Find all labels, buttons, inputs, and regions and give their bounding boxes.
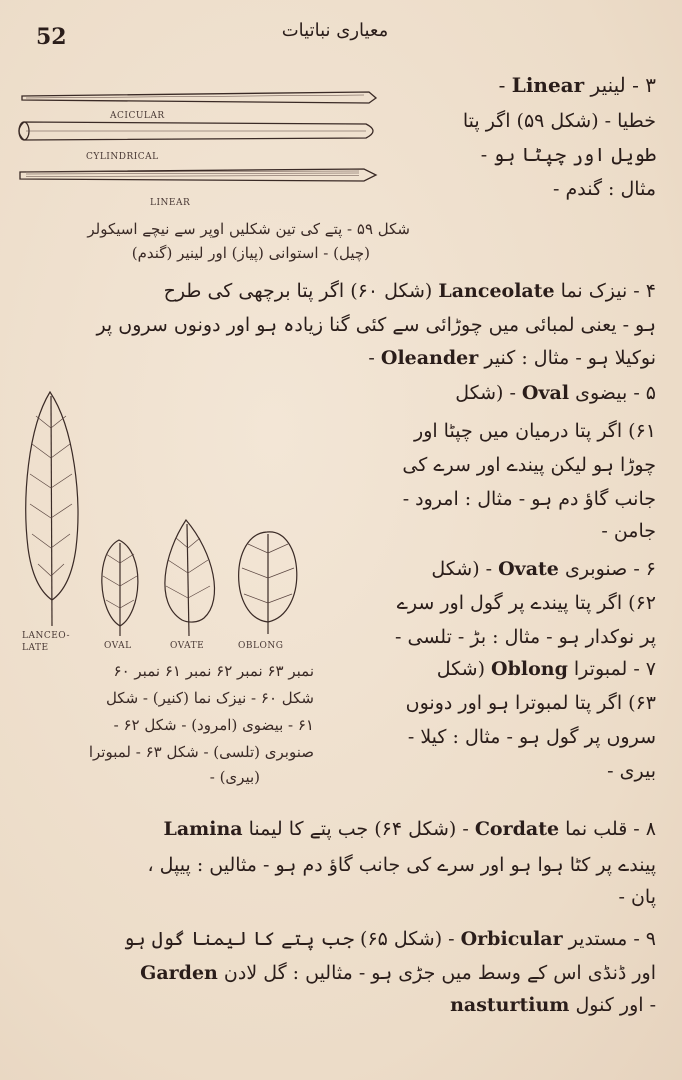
section-8-heading: ۸ - قلب نما Cordate - (شکل ۶۴) جب پتے کا لیمنا Lamina <box>163 818 656 840</box>
section-3-number: ۳ - لینیر <box>590 73 656 97</box>
section-4-line-3: نوکیلا ہو - مثال : کنیر Oleander - <box>368 347 656 369</box>
section-7-line-2: ۶۳) اگر پتا لمبوترا ہو اور دونوں <box>405 692 656 714</box>
section-3-line-3: مثال : گندم - <box>553 178 656 200</box>
section-7-line-4: بیری - <box>607 760 656 782</box>
figure-60-63-leaf-shapes <box>14 388 314 638</box>
section-3-heading: ۳ - لینیر Linear - <box>498 73 656 97</box>
label-oblong: OBLONG <box>238 641 284 651</box>
section-5-heading: ۵ - بیضوی Oval - (شکل <box>455 382 656 404</box>
section-5-line-5: جامن - <box>601 520 656 542</box>
label-oval: OVAL <box>104 641 132 651</box>
term-nasturtium: nasturtium <box>450 994 570 1016</box>
label-linear: LINEAR <box>150 198 191 208</box>
section-7-heading: ۷ - لمبوترا Oblong (شکل <box>436 658 656 680</box>
term-lamina: Lamina <box>163 818 243 840</box>
term-cordate: Cordate <box>474 818 560 840</box>
section-6-line-3: پر نوکدار ہو - مثال : بڑ - تلسی - <box>395 626 656 648</box>
figure-59-caption-2: (چیل) - استوانی (پیاز) اور لینیر (گندم) <box>131 244 370 262</box>
figure-60-63-caption-5: (بیری) - <box>209 768 260 786</box>
section-9-line-3: nasturtium اور کنول - <box>450 994 656 1016</box>
label-acicular: ACICULAR <box>110 111 165 121</box>
term-oval: Oval <box>521 382 570 404</box>
figure-60-63-caption-2: شکل ۶۰ - نیزک نما (کنیر) - شکل <box>105 689 314 707</box>
figure-59-leaf-shapes <box>14 86 384 206</box>
section-6-line-2: ۶۲) اگر پتا پیندے پر گول اور سرے <box>396 592 656 614</box>
figure-59-caption-1: شکل ۵۹ - پتے کی تین شکلیں اوپر سے نیچے اسیکولر <box>87 220 410 238</box>
section-5-line-4: جانب گاؤ دم ہو - مثال : امرود - <box>402 488 656 510</box>
figure-60-63-caption-1: نمبر ۶۳ نمبر ۶۲ نمبر ۶۱ نمبر ۶۰ <box>113 662 314 680</box>
section-8-line-2: پیندے پر کٹا ہوا ہو اور سرے کی جانب گاؤ دم ہو - مثالیں : پیپل ، <box>147 854 656 876</box>
section-4-heading: ۴ - نیزک نما Lanceolate (شکل ۶۰) اگر پتا برچھی کی طرح <box>163 280 656 302</box>
page-number: 52 <box>36 24 67 50</box>
term-lanceolate: Lanceolate <box>438 280 555 302</box>
section-6-heading: ۶ - صنوبری Ovate - (شکل <box>431 558 656 580</box>
term-garden: Garden <box>140 962 218 984</box>
label-cylindrical: CYLINDRICAL <box>86 152 159 162</box>
label-ovate: OVATE <box>170 641 205 651</box>
section-4-line-2: ہو - یعنی لمبائی میں چوڑائی سے کئی گنا زیادہ ہو اور دونوں سروں پر <box>96 314 656 336</box>
section-9-heading: ۹ - مستدیر Orbicular - (شکل ۶۵) جب پتے کا لیمنا گول ہو <box>123 928 656 950</box>
term-linear: Linear <box>511 73 585 97</box>
section-7-line-3: سروں پر گول ہو - مثال : کیلا - <box>407 726 656 748</box>
section-3-line-2: طویل اور چپٹا ہو - <box>480 144 656 166</box>
linear-leaf <box>20 169 376 181</box>
term-oblong: Oblong <box>491 658 568 680</box>
running-title: معیاری نباتیات <box>281 20 389 41</box>
term-oleander: Oleander <box>380 347 479 369</box>
figure-60-63-caption-3: ۶۱ - بیضوی (امرود) - شکل ۶۲ - <box>113 716 314 734</box>
section-8-line-3: پان - <box>618 886 656 908</box>
ovate-leaf <box>165 520 215 622</box>
term-ovate: Ovate <box>498 558 559 580</box>
figure-60-63-caption-4: صنوبری (تلسی) - شکل ۶۳ - لمبوترا <box>88 743 314 761</box>
label-lanceolate: LANCEO-LATE <box>22 631 71 653</box>
term-orbicular: Orbicular <box>460 928 563 950</box>
section-3-line-1: خطیا - (شکل ۵۹) اگر پتا <box>462 110 656 132</box>
section-5-line-2: ۶۱) اگر پتا درمیان میں چپٹا اور <box>414 420 656 442</box>
section-9-line-2: اور ڈنڈی اس کے وسط میں جڑی ہو - مثالیں : گل لادن Garden <box>140 962 656 984</box>
section-5-line-3: چوڑا ہو لیکن پیندے اور سرے کی <box>402 454 656 476</box>
